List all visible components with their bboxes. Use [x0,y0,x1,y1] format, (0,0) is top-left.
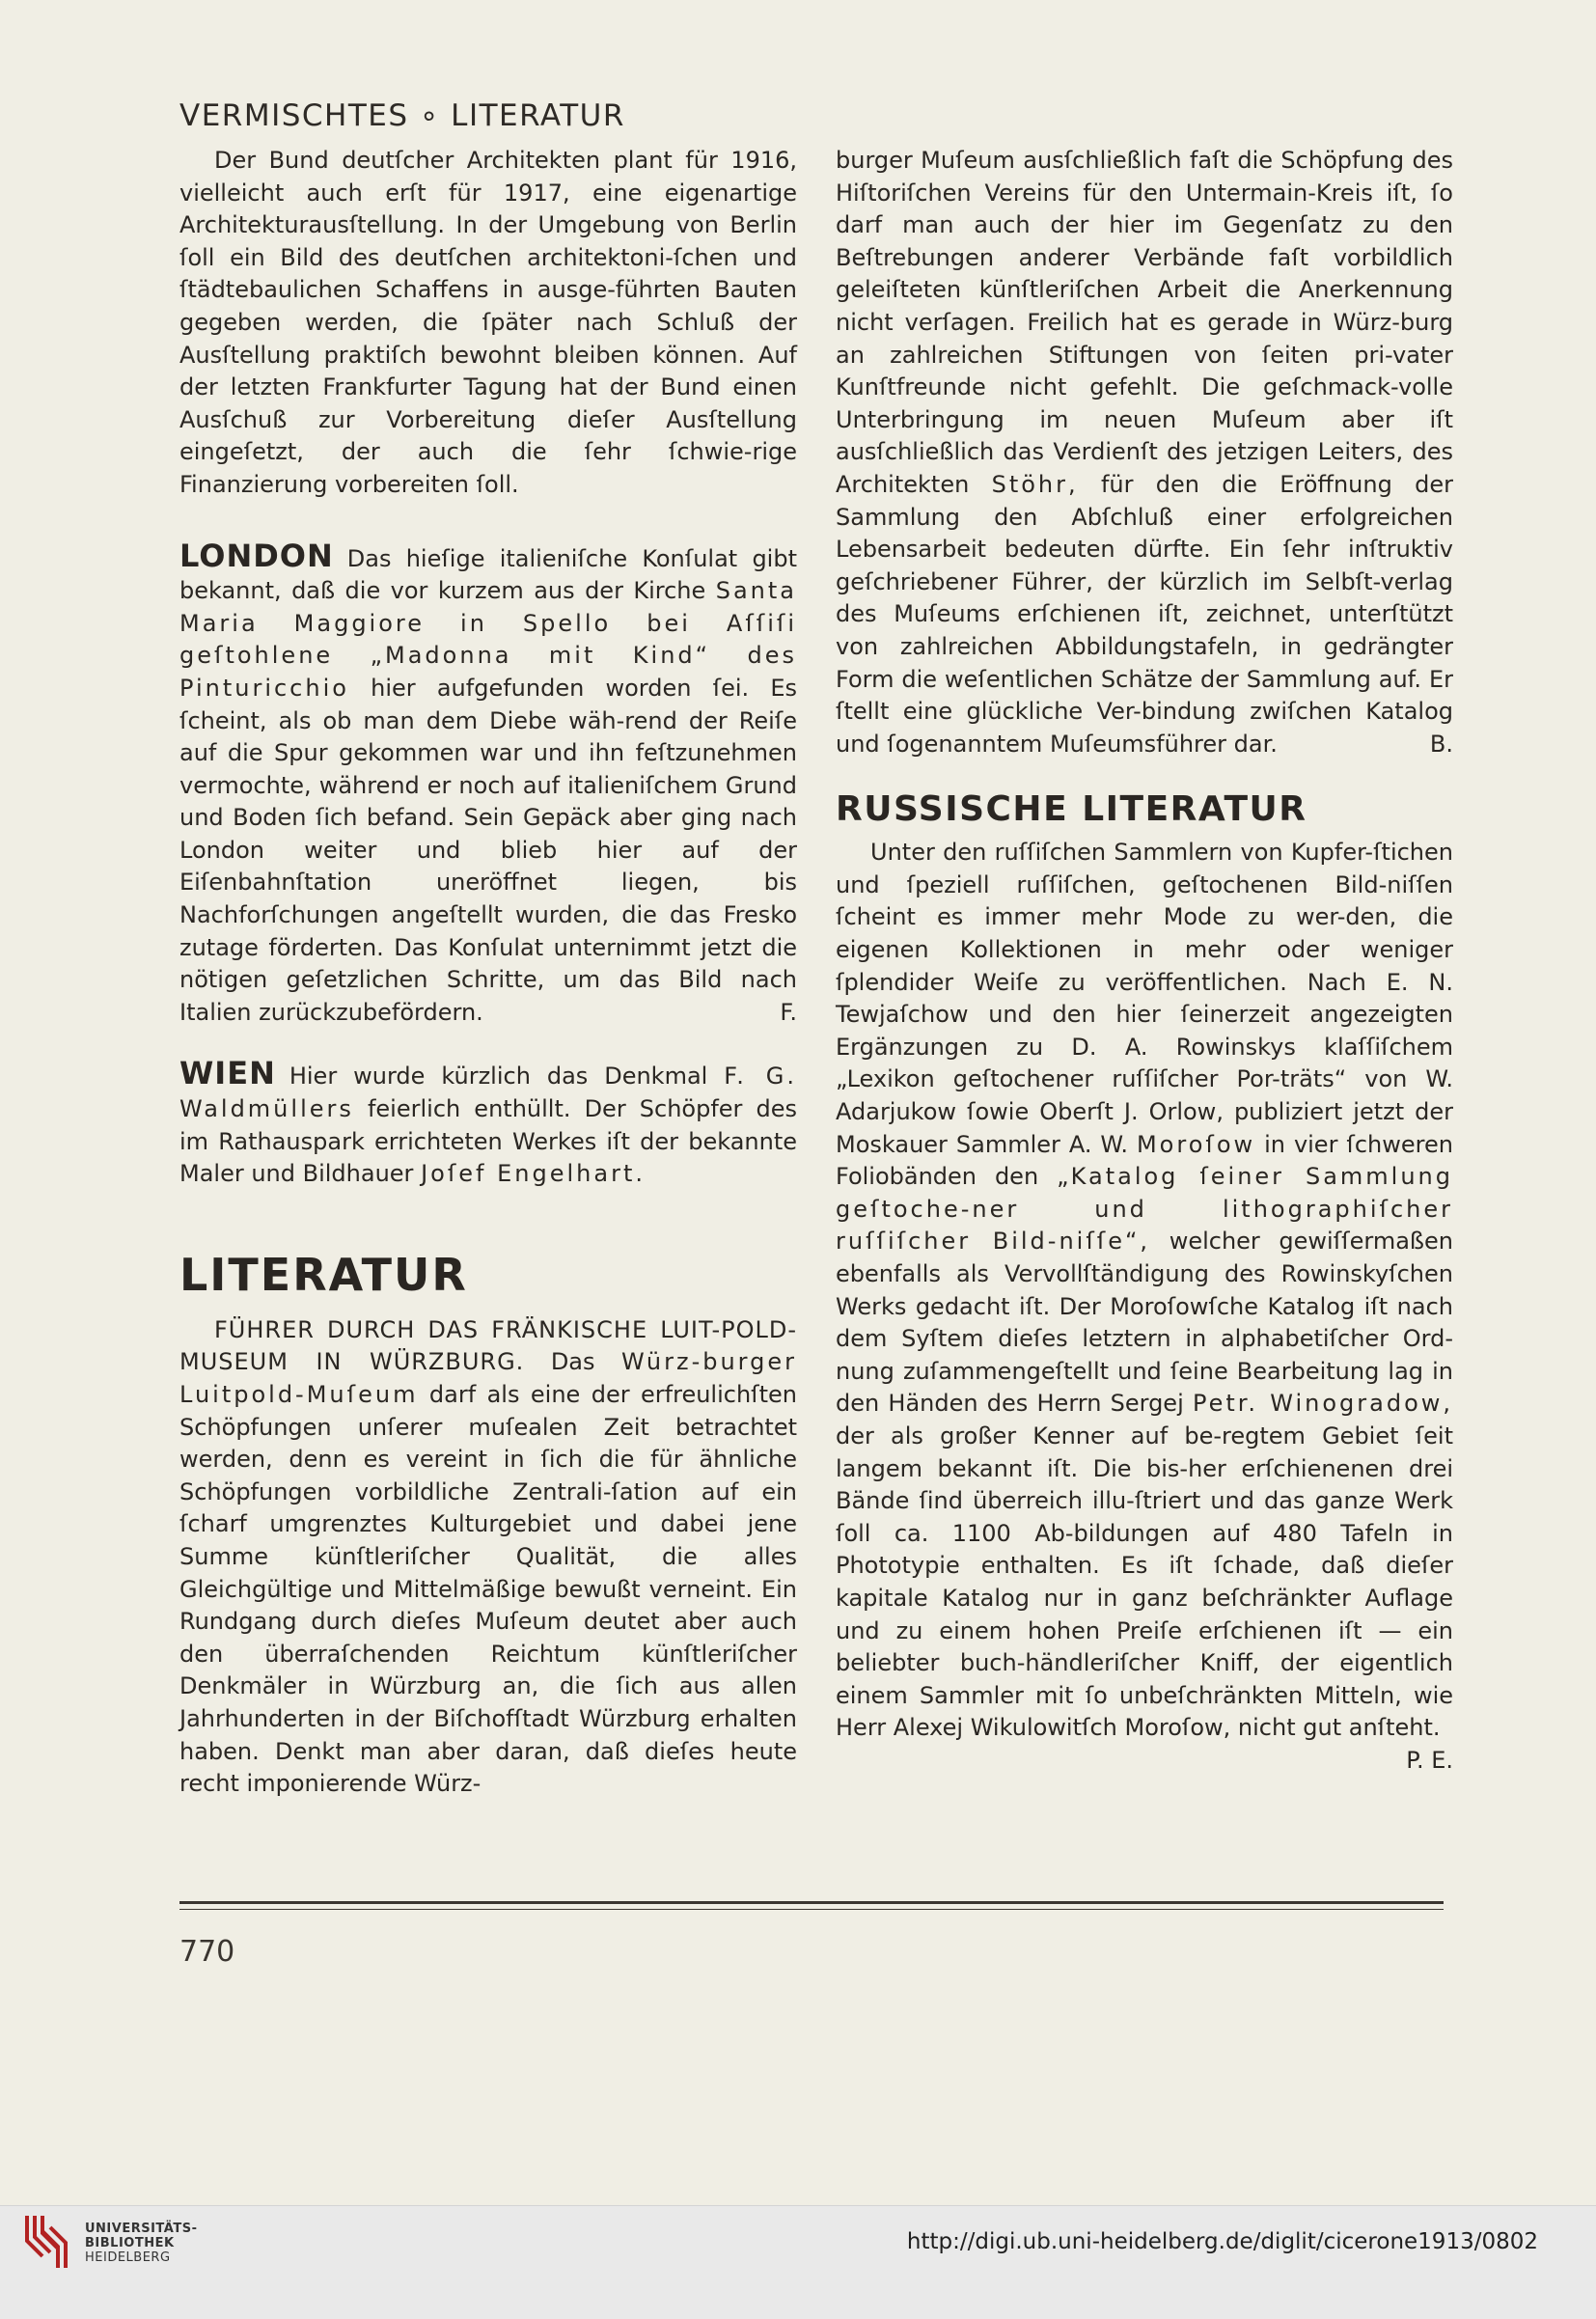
footer-rule-thick [179,1901,1444,1904]
fuehrer-paragraph [179,1314,797,1801]
museum-spaced-architect: Stöhr, [991,470,1079,498]
right-column [836,145,1453,1778]
russ-text-b: in vier ſchweren Foliobänden den [836,1130,1453,1191]
museum-text-a: burger Muſeum ausſchließlich faſt die Schöpfung des Hiſtoriſchen Vereins für den Untermain-Kreis iſt, ſo darf man auch der hier im Gegenſatz zu den Beſtrebungen anderer Verbände faſt vorbildlich geleiſteten künſtleriſchen Arbeit die Anerkennung nicht verſagen. Freilich hat es gerade in Würz-burg an zahlreichen Stiftungen von ſeiten pri-vater Kunſtfreunde nicht gefehlt. Die geſchmack-volle Unterbringung im neuen Muſeum aber iſt ausſchließlich das Verdienſt des jetzigen Leiters, des Architekten [836,147,1453,498]
library-name-line2: BIBLIOTHEK [85,2236,175,2250]
fuehrer-text-b: darf als eine der erfreulichſten Schöpfungen unſerer muſealen Zeit betrachtet werden, denn es vereint in ſich die für ähnliche Schöpfungen vorbildliche Zentrali-ſation auf ein ſcharf umgrenztes Kulturgebiet und dabei jene Summe künſtleriſcher Qualität, die alles Gleichgültige und Mittelmäßige bewußt verneint. Ein Rundgang durch dieſes Muſeum deutet aber auch den überraſchenden Reichtum künſtleriſcher Denkmäler in Würzburg an, die ſich aus allen Jahrhunderten in der Biſchofſtadt Würzburg erhalten haben. Denkt man aber daran, daß dieſes heute recht imponierende Würz- [179,1381,797,1798]
fuehrer-title: FÜHRER DURCH DAS FRÄNKISCHE LUIT-POLD-MUSEUM IN WÜRZBURG. [179,1315,797,1376]
literatur-heading: LITERATUR [179,1248,468,1301]
page-number: 770 [179,1935,235,1969]
wien-text-a: Hier wurde kürzlich das Denkmal [289,1063,708,1090]
wien-lead: WIEN [179,1055,276,1092]
london-text-a: Das hieſige italieniſche Konſulat gibt bekannt, daß die vor kurzem aus der Kirche [179,544,797,605]
russ-spaced-collector: Moroſow [1136,1130,1256,1158]
museum-signature: B. [1429,730,1453,758]
russ-text-a: Unter den ruſſiſchen Sammlern von Kupfer-ſtichen und ſpeziell ruſſiſchen, geſtochenen Bild-niſſen ſcheint es immer mehr Mode zu wer-den, die eigenen Kollektionen in mehr oder weniger ſplendider Weiſe zu veröffentlichen. Nach E. N. Tewjaſchow und den hier ſeinerzeit angezeigten Ergänzungen zu D. A. Rowinskys klaſſiſchem „Lexikon geſtochener ruſſiſcher Por-träts“ von W. Adarjukow ſowie Oberſt J. Orlow, publiziert jetzt der Moskauer Sammler A. W. [836,839,1453,1158]
london-spaced: Santa Maria Maggiore in Spello bei Aſſiſi geſtohlene „Madonna mit Kind“ des Pinturicchio [179,577,797,702]
museum-paragraph [836,145,1453,760]
library-name [85,2222,197,2265]
wien-paragraph [179,1055,797,1190]
russische-paragraph [836,837,1453,1777]
fuehrer-spaced: Würz-burger Luitpold-Muſeum [179,1348,797,1408]
library-name-line1: UNIVERSITÄTS- [85,2222,198,2236]
london-signature: F. [780,998,797,1026]
library-logo-icon [21,2212,71,2272]
russ-spaced-catalog: „Katalog ſeiner Sammlung geſtoche-ner und lithographiſcher ruſſiſcher Bild-niſſe“, [836,1163,1453,1256]
museum-text-b: für den die Eröffnung der Sammlung den Abſchluß einer erfolgreichen Lebensarbeit bedeuten dürfte. Ein ſehr inſtruktiv geſchriebener Führer, der kürzlich im Selbſt-verlag des Muſeums erſchienen iſt, zeichnet, unterſtützt von zahlreichen Abbildungstafeln, in gedrängter Form die weſentlichen Schätze der Sammlung auf. Er ſtellt eine glückliche Ver-bindung zwiſchen Katalog und ſogenanntem Muſeumsführer dar. [836,470,1453,758]
footer-rule-thin [179,1909,1444,1910]
permalink-url[interactable]: http://digi.ub.uni-heidelberg.de/diglit/cicerone1913/0802 [906,2229,1538,2254]
architects-paragraph: Der Bund deutſcher Architekten plant für 1916, vielleicht auch erſt für 1917, eine eigenartige Architekturausſtellung. In der Umgebung von Berlin ſoll ein Bild des deutſchen architektoni-ſchen und ſtädtebaulichen Schaffens in ausge-führten Bauten gegeben werden, die ſpäter nach Schluß der Ausſtellung praktiſch bewohnt bleiben können. Auf der letzten Frankfurter Tagung hat der Bund einen Ausſchuß zur Vorbereitung dieſer Ausſtellung eingeſetzt, der auch die ſehr ſchwie-rige Finanzierung vorbereiten ſoll. [179,147,797,498]
library-name-line3: HEIDELBERG [85,2250,171,2265]
running-head: VERMISCHTES ∘ LITERATUR [179,98,625,133]
left-column [179,145,797,1801]
london-lead: LONDON [179,537,334,574]
wien-spaced-name: F. G. Waldmüllers [179,1063,797,1123]
russ-text-c: welcher gewiſſermaßen ebenfalls als Vervollſtändigung des Rowinskyſchen Werks gedacht iſt. Der Moroſowſche Katalog iſt nach dem Syſtem dieſes letztern in alphabetiſcher Ord-nung zuſammengeſtellt und ſeine Bearbeitung lag in den Händen des Herrn Sergej [836,1228,1453,1418]
russ-signature: P. E. [1406,1746,1453,1774]
fuehrer-text-a: Das [550,1348,595,1376]
wien-text-b: feierlich enthüllt. Der Schöpfer des im Rathauspark errichteten Werkes iſt der bekannte Maler und Bildhauer [179,1095,797,1188]
russ-text-d: der als großer Kenner auf be-regtem Gebiet ſeit langem bekannt iſt. Die bis-her erſchienenen drei Bände ſind überreich illu-ſtriert und das ganze Werk ſoll ca. 1100 Ab-bildungen auf 480 Tafeln in Phototypie enthalten. Es iſt ſchade, daß dieſer kapitale Katalog nur in ganz beſchränkter Auflage und zu einem hohen Preiſe erſchienen iſt — ein beliebter buch-händleriſcher Kniff, der eigentlich einem Sammler mit ſo unbeſchränkten Mitteln, wie Herr Alexej Wikulowitſch Moroſow, nicht gut anſteht. [836,1422,1453,1742]
wien-spaced-artist: Joſef Engelhart. [421,1160,646,1188]
russ-spaced-editor: Petr. Winogradow, [1192,1390,1454,1418]
digitization-footer [0,2205,1596,2319]
london-paragraph [179,537,798,1030]
russische-literatur-heading: RUSSISCHE LITERATUR [836,789,1307,830]
london-text-b: hier aufgefunden worden ſei. Es ſcheint, als ob man dem Diebe wäh-rend der Reiſe auf die Spur gekommen war und ihn feſtzunehmen vermochte, während er noch auf italieniſchem Grund und Boden ſich befand. Sein Gepäck aber ging nach London weiter und blieb hier auf der Eiſenbahnſtation uneröffnet liegen, bis Nachforſchungen angeſtellt wurden, die das Fresko zutage förderten. Das Konſulat unternimmt jetzt die nötigen geſetzlichen Schritte, um das Bild nach Italien zurückzubefördern. [179,674,798,1026]
